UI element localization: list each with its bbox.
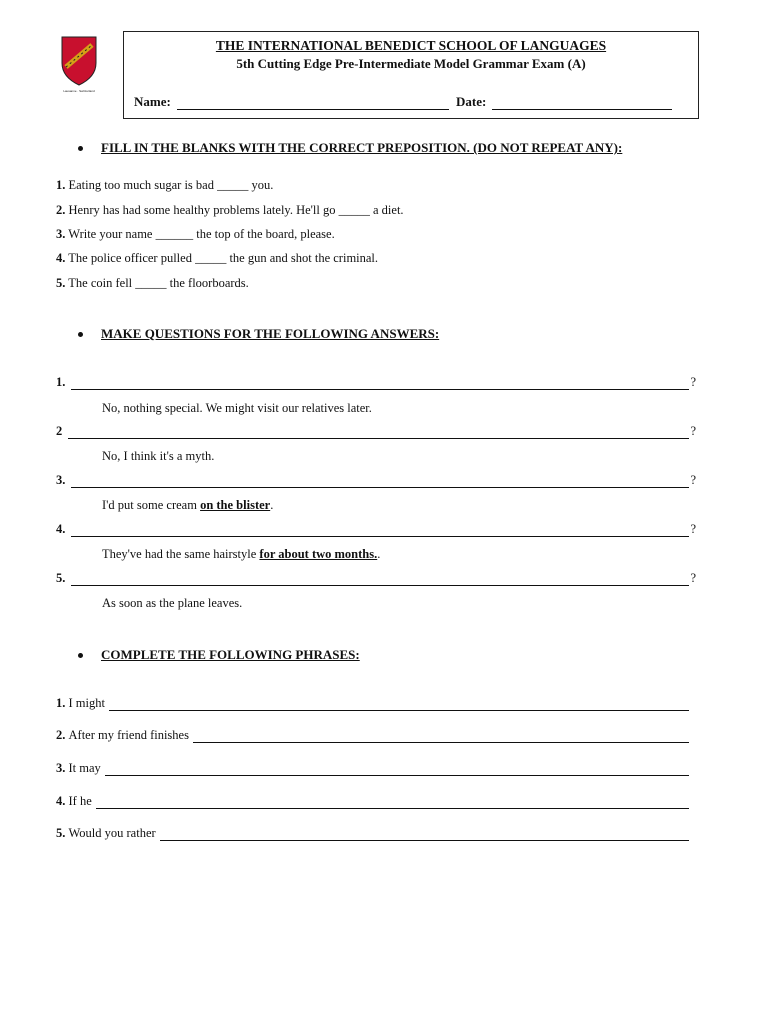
- phrase-blank-line[interactable]: [109, 700, 689, 711]
- phrase-blank-line[interactable]: [193, 732, 689, 743]
- phrase-line[interactable]: 1. I might: [56, 696, 689, 711]
- fill-blank-item: 3. Write your name ______ the top of the board, please.: [56, 227, 335, 241]
- section-3-heading: COMPLETE THE FOLLOWING PHRASES:: [78, 647, 360, 663]
- exam-title: 5th Cutting Edge Pre-Intermediate Model Grammar Exam (A): [236, 56, 586, 71]
- answer-text: No, nothing special. We might visit our relatives later.: [102, 401, 372, 415]
- section-2-heading: MAKE QUESTIONS FOR THE FOLLOWING ANSWERS:: [78, 326, 439, 342]
- question-blank-line[interactable]: [71, 379, 689, 390]
- phrase-line[interactable]: 5. Would you rather: [56, 826, 689, 841]
- section-1-heading: FILL IN THE BLANKS WITH THE CORRECT PREPOSITION. (DO NOT REPEAT ANY):: [78, 140, 622, 156]
- date-blank-line[interactable]: [492, 96, 672, 110]
- question-blank-line[interactable]: [68, 428, 689, 439]
- question-line[interactable]: 5. ?: [56, 571, 696, 585]
- phrase-line[interactable]: 3. It may: [56, 761, 689, 776]
- bullet-icon: [78, 653, 83, 658]
- phrase-blank-line[interactable]: [105, 765, 689, 776]
- name-blank-line[interactable]: [177, 96, 449, 110]
- fill-blank-item: 1. Eating too much sugar is bad _____ you.: [56, 178, 274, 192]
- school-name: THE INTERNATIONAL BENEDICT SCHOOL OF LANGUAGES: [215, 38, 607, 53]
- question-line[interactable]: 1. ?: [56, 375, 696, 389]
- answer-text: As soon as the plane leaves.: [102, 596, 243, 610]
- phrase-line[interactable]: 4. If he: [56, 794, 689, 809]
- answer-text: No, I think it's a myth.: [102, 449, 215, 463]
- question-line[interactable]: 3. ?: [56, 473, 696, 487]
- bullet-icon: [78, 146, 83, 151]
- exam-header-box: [123, 31, 699, 119]
- answer-text: I'd put some cream on the blister.: [102, 498, 274, 512]
- phrase-blank-line[interactable]: [160, 830, 689, 841]
- fill-blank-item: 2. Henry has had some healthy problems lately. He'll go _____ a diet.: [56, 203, 404, 217]
- school-crest-logo: [56, 33, 102, 97]
- question-blank-line[interactable]: [71, 575, 689, 586]
- date-label: Date:: [456, 94, 487, 109]
- date-field[interactable]: [456, 94, 672, 110]
- phrase-line[interactable]: 2. After my friend finishes: [56, 728, 689, 743]
- question-blank-line[interactable]: [71, 526, 689, 537]
- name-label: Name:: [134, 94, 171, 109]
- fill-blank-item: 4. The police officer pulled _____ the gun and shot the criminal.: [56, 251, 379, 265]
- name-field[interactable]: [134, 94, 449, 110]
- bullet-icon: [78, 332, 83, 337]
- question-line[interactable]: 2 ?: [56, 424, 696, 438]
- answer-text: They've had the same hairstyle for about two months..: [102, 547, 381, 561]
- question-blank-line[interactable]: [71, 477, 689, 488]
- question-line[interactable]: 4. ?: [56, 522, 696, 536]
- phrase-blank-line[interactable]: [96, 798, 689, 809]
- fill-blank-item: 5. The coin fell _____ the floorboards.: [56, 276, 249, 290]
- logo-caption: Lausanne · Switzerland: [63, 89, 95, 93]
